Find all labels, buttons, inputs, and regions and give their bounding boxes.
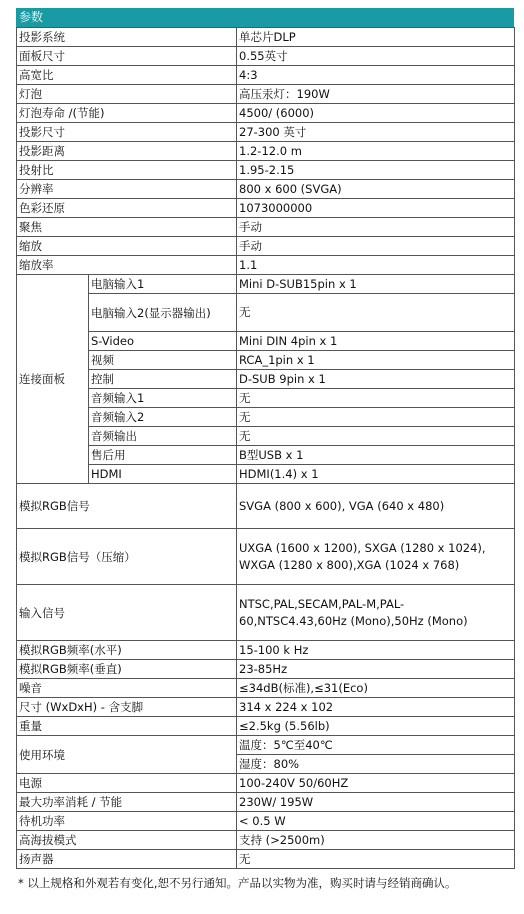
spec-label: 待机功率: [17, 812, 237, 831]
connect-item-value: D-SUB 9pin x 1: [237, 370, 515, 389]
spec-label: 最大功率消耗 / 节能: [17, 793, 237, 812]
spec-label: 灯泡: [17, 85, 237, 104]
connect-item-label: 控制: [89, 370, 237, 389]
spec-label: 重量: [17, 717, 237, 736]
spec-label: 模拟RGB频率(水平): [17, 641, 237, 660]
spec-value: 100-240V 50/60HZ: [237, 774, 515, 793]
spec-value: 15-100 k Hz: [237, 641, 515, 660]
spec-value: 23-85Hz: [237, 660, 515, 679]
connect-item-label: S-Video: [89, 332, 237, 351]
spec-row: [17, 85, 515, 104]
spec-row: [17, 142, 515, 161]
spec-row: [17, 161, 515, 180]
spec-value: 1073000000: [237, 199, 515, 218]
spec-label: 投射比: [17, 161, 237, 180]
spec-row: [17, 123, 515, 142]
env-row: [17, 736, 515, 755]
spec-value: 230W/ 195W: [237, 793, 515, 812]
spec-label: 扬声器: [17, 850, 237, 869]
spec-row: [17, 812, 515, 831]
spec-value: 1.1: [237, 256, 515, 275]
spec-row: [17, 585, 515, 641]
connect-row: [17, 275, 515, 294]
connect-item-label: 售后用: [89, 446, 237, 465]
spec-row: [17, 793, 515, 812]
spec-label: 灯泡寿命 /(节能): [17, 104, 237, 123]
spec-value: 4:3: [237, 66, 515, 85]
connect-item-label: 电脑输入1: [89, 275, 237, 294]
connect-item-label: 音频输入2: [89, 408, 237, 427]
spec-row: [17, 28, 515, 47]
spec-row: [17, 256, 515, 275]
spec-row: [17, 237, 515, 256]
spec-label: 投影距离: [17, 142, 237, 161]
connect-item-value: HDMI(1.4) x 1: [237, 465, 515, 484]
spec-row: [17, 641, 515, 660]
spec-label: 缩放: [17, 237, 237, 256]
connect-row: [17, 427, 515, 446]
connect-item-value: Mini DIN 4pin x 1: [237, 332, 515, 351]
spec-value: 高压汞灯：190W: [237, 85, 515, 104]
spec-value: 手动: [237, 218, 515, 237]
connect-item-value: 无: [237, 408, 515, 427]
spec-label: 分辨率: [17, 180, 237, 199]
spec-row: [17, 66, 515, 85]
connect-row: [17, 408, 515, 427]
connect-item-label: HDMI: [89, 465, 237, 484]
spec-row: [17, 774, 515, 793]
connect-row: [17, 294, 515, 332]
spec-value: 1.95-2.15: [237, 161, 515, 180]
spec-label: 模拟RGB频率(垂直): [17, 660, 237, 679]
spec-label: 模拟RGB信号: [17, 484, 237, 529]
spec-label: 色彩还原: [17, 199, 237, 218]
spec-row: [17, 698, 515, 717]
spec-label: 尺寸 (WxDxH) - 含支脚: [17, 698, 237, 717]
footnote: * 以上规格和外观若有变化,恕不另行通知。产品以实物为准，购买时请与经销商确认。: [18, 876, 457, 890]
spec-value: ≤34dB(标准),≤31(Eco): [237, 679, 515, 698]
spec-row: [17, 831, 515, 850]
spec-value: SVGA (800 x 600), VGA (640 x 480): [237, 484, 515, 529]
env-label: 使用环境: [17, 736, 237, 774]
connect-row: [17, 370, 515, 389]
connect-item-value: RCA_1pin x 1: [237, 351, 515, 370]
spec-value: NTSC,PAL,SECAM,PAL-M,PAL-60,NTSC4.43,60Hz (Mono),50Hz (Mono): [237, 585, 515, 641]
spec-value: 单芯片DLP: [237, 28, 515, 47]
spec-row: [17, 199, 515, 218]
spec-value: UXGA (1600 x 1200), SXGA (1280 x 1024), WXGA (1280 x 800),XGA (1024 x 768): [237, 529, 515, 585]
spec-row: [17, 180, 515, 199]
spec-value: 1.2-12.0 m: [237, 142, 515, 161]
spec-label: 投影系统: [17, 28, 237, 47]
env-temperature: 温度：5℃至40℃: [237, 736, 515, 755]
connect-item-label: 视频: [89, 351, 237, 370]
spec-value: 手动: [237, 237, 515, 256]
spec-label: 高海拔模式: [17, 831, 237, 850]
spec-label: 聚焦: [17, 218, 237, 237]
connect-row: [17, 351, 515, 370]
spec-value: < 0.5 W: [237, 812, 515, 831]
connect-item-value: B型USB x 1: [237, 446, 515, 465]
spec-row: [17, 660, 515, 679]
spec-value: 314 x 224 x 102: [237, 698, 515, 717]
spec-row: [17, 218, 515, 237]
connect-row: [17, 332, 515, 351]
spec-label: 输入信号: [17, 585, 237, 641]
spec-label: 面板尺寸: [17, 47, 237, 66]
spec-value: ≤2.5kg (5.56lb): [237, 717, 515, 736]
connect-row: [17, 465, 515, 484]
spec-row: [17, 104, 515, 123]
connect-item-label: 电脑输入2(显示器输出): [89, 294, 237, 332]
spec-row: [17, 484, 515, 529]
spec-value: 27-300 英寸: [237, 123, 515, 142]
spec-label: 噪音: [17, 679, 237, 698]
connect-item-value: 无: [237, 389, 515, 408]
connect-item-value: 无: [237, 294, 515, 332]
spec-label: 投影尺寸: [17, 123, 237, 142]
connect-row: [17, 446, 515, 465]
spec-label: 缩放率: [17, 256, 237, 275]
connect-row: [17, 389, 515, 408]
spec-row: [17, 529, 515, 585]
connect-item-label: 音频输出: [89, 427, 237, 446]
connect-item-value: 无: [237, 427, 515, 446]
spec-row: [17, 679, 515, 698]
spec-label: 高宽比: [17, 66, 237, 85]
env-humidity: 湿度：80%: [237, 755, 515, 774]
connect-item-value: Mini D-SUB15pin x 1: [237, 275, 515, 294]
connect-item-label: 音频输入1: [89, 389, 237, 408]
spec-value: 支持 (>2500m): [237, 831, 515, 850]
spec-value: 无: [237, 850, 515, 869]
spec-value: 800 x 600 (SVGA): [237, 180, 515, 199]
connect-panel-label: 连接面板: [17, 275, 89, 484]
spec-row: [17, 47, 515, 66]
spec-value: 4500/ (6000): [237, 104, 515, 123]
spec-row: [17, 717, 515, 736]
spec-value: 0.55英寸: [237, 47, 515, 66]
spec-table: [16, 27, 515, 869]
spec-sheet: [16, 8, 514, 891]
spec-label: 电源: [17, 774, 237, 793]
spec-row: [17, 850, 515, 869]
spec-header: 参数: [16, 8, 514, 27]
spec-label: 模拟RGB信号（压缩）: [17, 529, 237, 585]
